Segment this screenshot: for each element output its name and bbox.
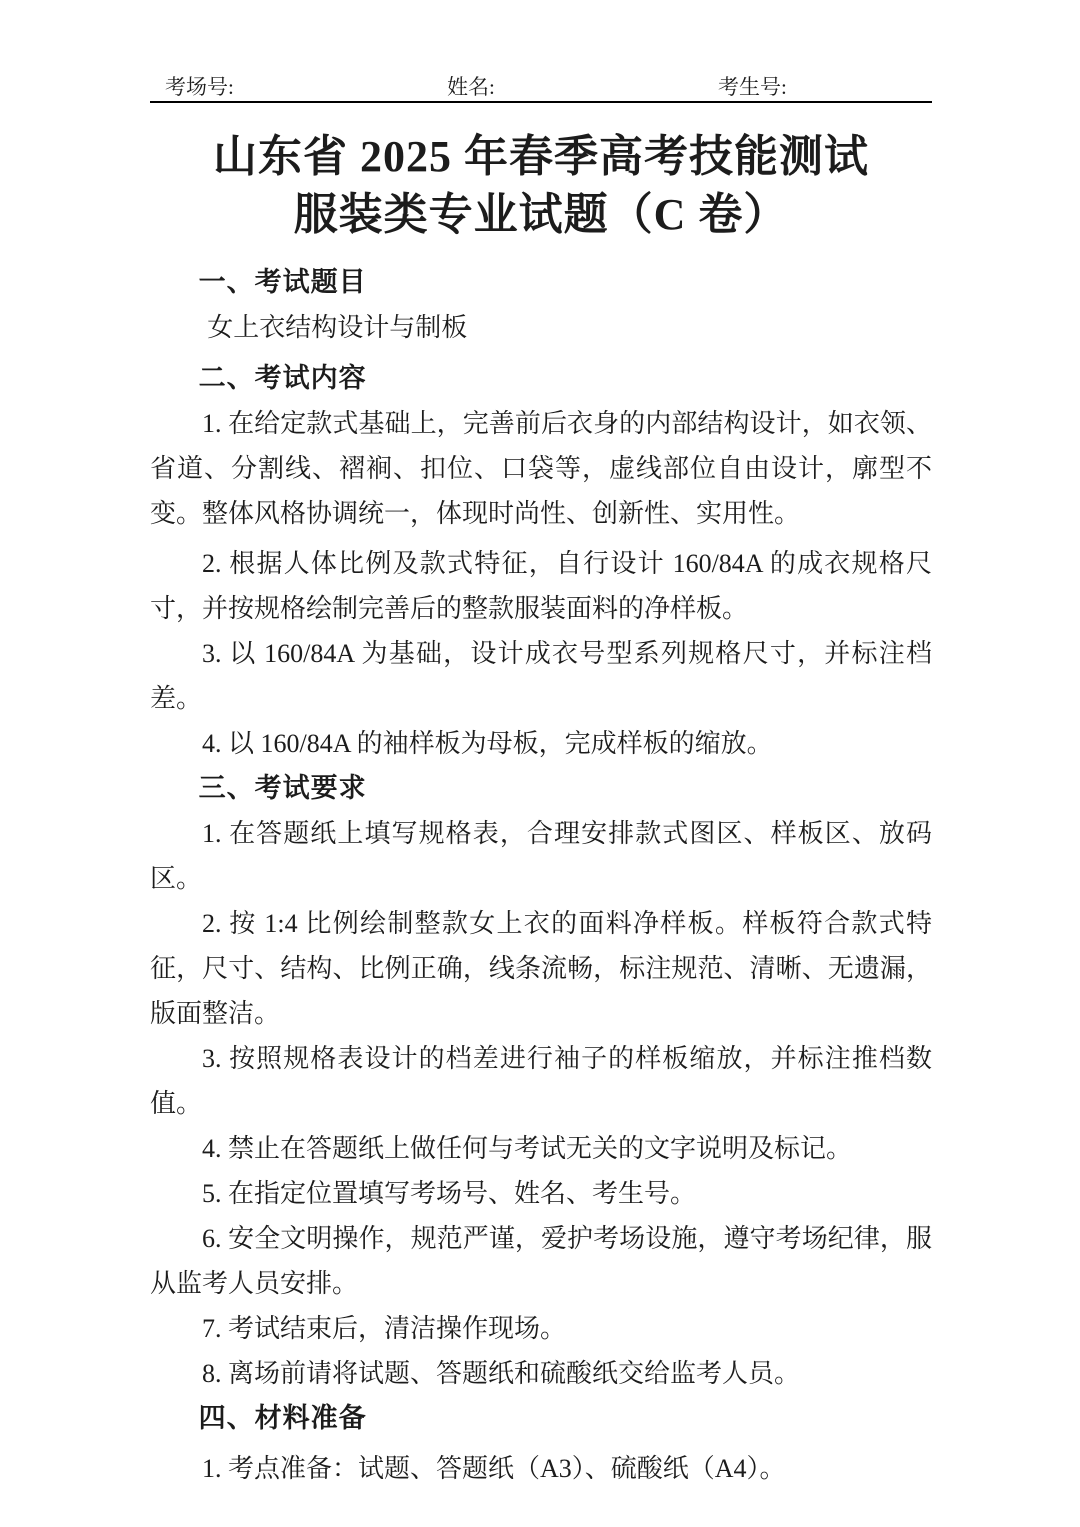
candidate-info-header [150, 74, 932, 100]
paper-title-line-1: 山东省 2025 年春季高考技能测试 [213, 132, 869, 181]
exam-requirement-item-3: 3. 按照规格表设计的档差进行袖子的样板缩放，并标注推档数值。 [150, 1044, 932, 1118]
paper-title-line-2: 服装类专业试题（C 卷） [293, 190, 789, 239]
section-heading-material-preparation: 四、材料准备 [198, 1403, 367, 1433]
exam-content-item-1: 1. 在给定款式基础上，完善前后衣身的内部结构设计，如衣领、省道、分割线、褶裥、扣位、口袋等，虚线部位自由设计，廓型不变。整体风格协调统一，体现时尚性、创新性、实用性。 [150, 409, 932, 528]
exam-requirement-item-6: 6. 安全文明操作，规范严谨，爱护考场设施，遵守考场纪律，服从监考人员安排。 [150, 1224, 932, 1298]
section-heading-exam-content: 二、考试内容 [198, 363, 367, 393]
material-preparation-item-1: 1. 考点准备：试题、答题纸（A3）、硫酸纸（A4）。 [202, 1454, 786, 1483]
exam-topic-text: 女上衣结构设计与制板 [207, 313, 468, 342]
name-label: 姓名: [447, 75, 495, 99]
exam-requirement-item-4: 4. 禁止在答题纸上做任何与考试无关的文字说明及标记。 [202, 1134, 853, 1163]
section-exam-content [150, 356, 932, 766]
section-material-preparation [150, 1396, 932, 1491]
section-heading-exam-requirements: 三、考试要求 [198, 773, 367, 803]
paper-title [150, 128, 932, 244]
header-rule [150, 101, 932, 103]
exam-room-label: 考场号: [165, 75, 234, 99]
exam-requirement-item-1: 1. 在答题纸上填写规格表，合理安排款式图区、样板区、放码区。 [150, 819, 932, 893]
section-heading-exam-topic: 一、考试题目 [198, 267, 367, 297]
exam-requirement-item-5: 5. 在指定位置填写考场号、姓名、考生号。 [202, 1179, 697, 1208]
exam-requirement-item-8: 8. 离场前请将试题、答题纸和硫酸纸交给监考人员。 [202, 1359, 801, 1388]
exam-content-item-2: 2. 根据人体比例及款式特征，自行设计 160/84A 的成衣规格尺寸，并按规格绘制完善后的整款服装面料的净样板。 [150, 549, 932, 623]
candidate-number-label: 考生号: [718, 75, 787, 99]
paper-body [150, 256, 932, 1491]
section-exam-topic [150, 260, 932, 350]
exam-content-item-4: 4. 以 160/84A 的袖样板为母板，完成样板的缩放。 [202, 729, 773, 758]
exam-requirement-item-2: 2. 按 1:4 比例绘制整款女上衣的面料净样板。样板符合款式特征，尺寸、结构、比例正确，线条流畅，标注规范、清晰、无遗漏，版面整洁。 [150, 909, 932, 1028]
exam-requirement-item-7: 7. 考试结束后，清洁操作现场。 [202, 1314, 567, 1343]
section-exam-requirements [150, 766, 932, 1396]
exam-content-item-3: 3. 以 160/84A 为基础，设计成衣号型系列规格尺寸，并标注档差。 [150, 639, 932, 713]
